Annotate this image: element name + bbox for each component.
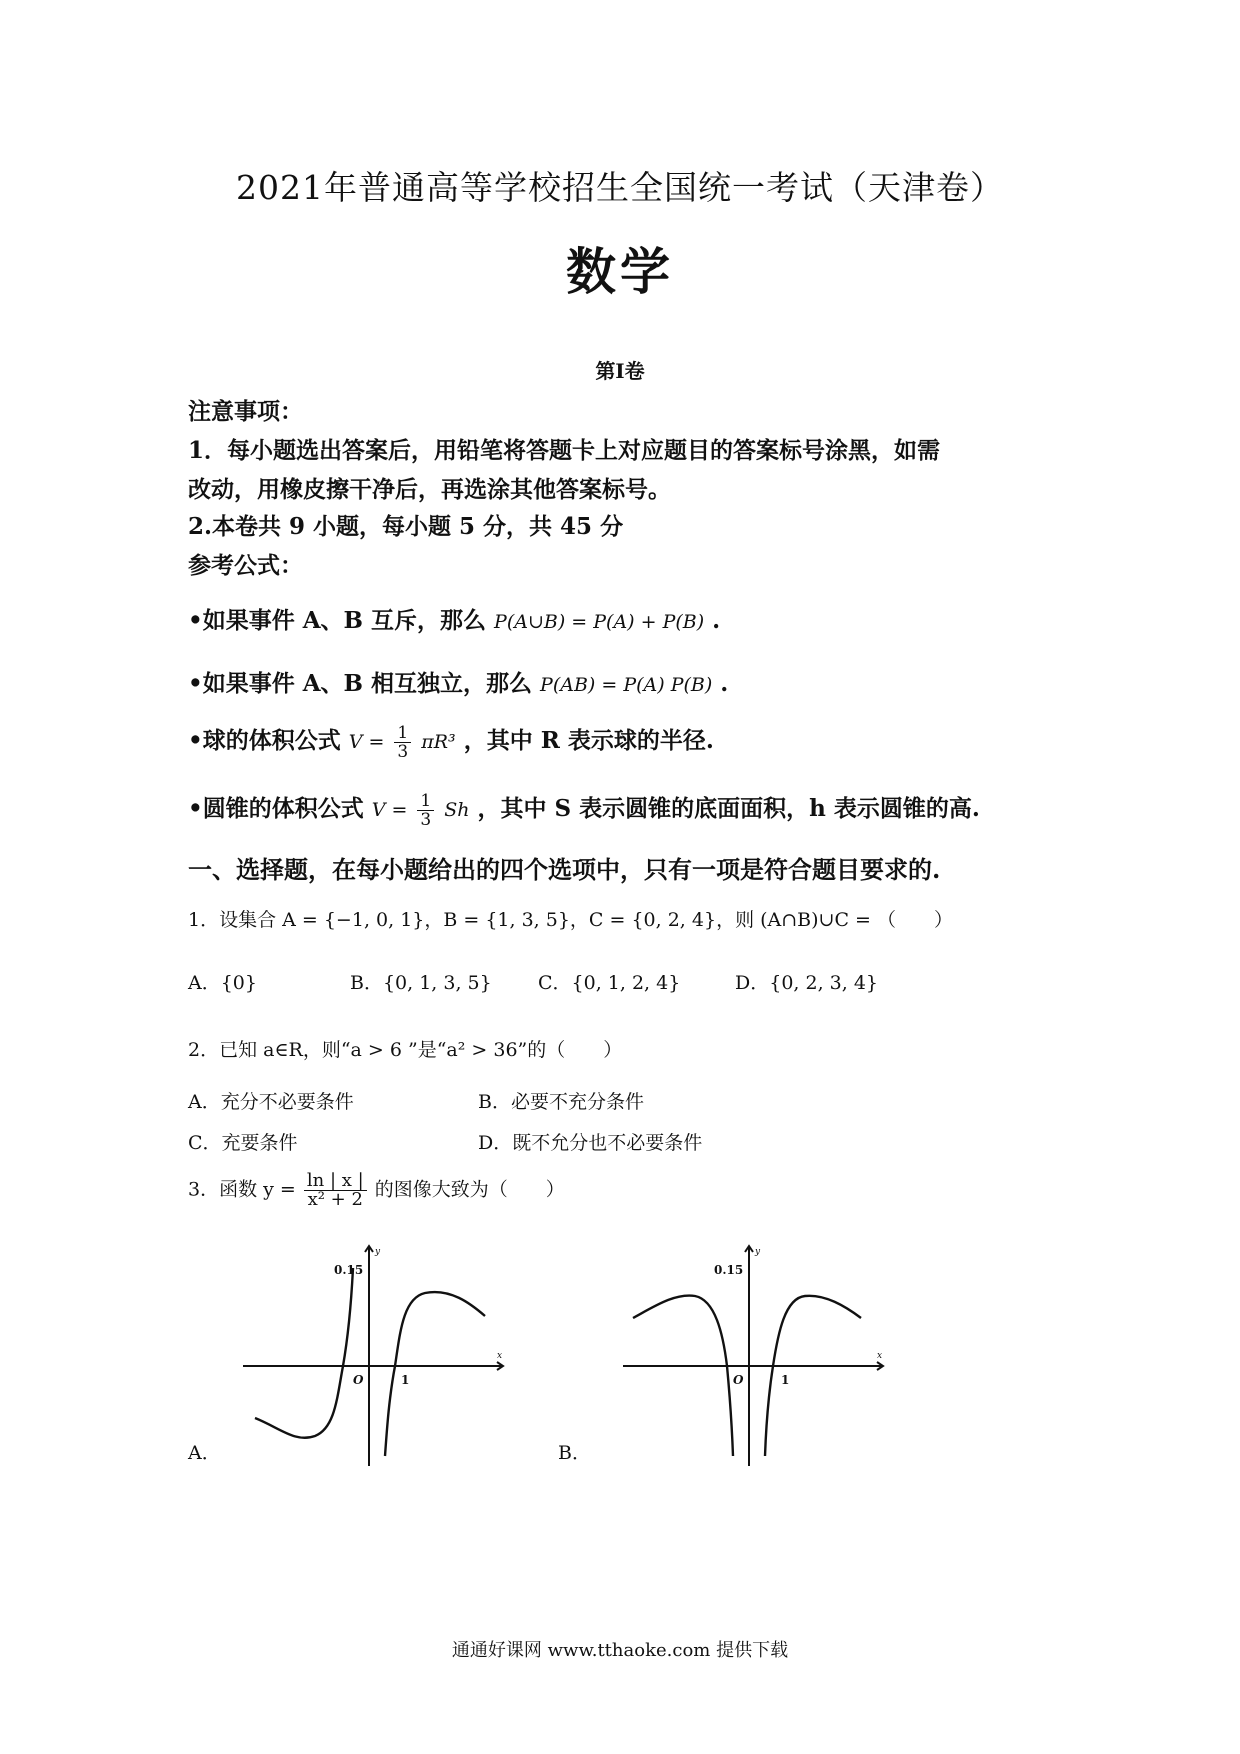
question-1-stem: 1．设集合 A = {−1, 0, 1}，B = {1, 3, 5}，C = {0, 2, 4}，则 (A∩B)∪C = （ ）: [188, 909, 953, 931]
x-axis-label: x: [497, 1351, 503, 1361]
q1-option-c: C．{0, 1, 2, 4}: [538, 972, 681, 994]
fraction-numerator: 1: [417, 792, 434, 811]
exam-title: 2021年普通高等学校招生全国统一考试（天津卷）: [236, 168, 1004, 207]
q3-graph-a: [235, 1238, 515, 1468]
q3-graph-b: [615, 1238, 895, 1468]
y-axis-label: y: [375, 1247, 381, 1257]
q1-option-d: D．{0, 2, 3, 4}: [735, 972, 879, 994]
notice-item1-line1: 1．每小题选出答案后，用铅笔将答题卡上对应题目的答案标号涂黑，如需: [188, 437, 941, 464]
origin-label: O: [733, 1373, 744, 1387]
q3-numerator: ln | x |: [304, 1172, 367, 1191]
formula-lhs: V =: [371, 799, 408, 821]
formula-rhs: πR³: [421, 731, 456, 753]
fraction: [394, 724, 411, 761]
q3-graph-a-label: A．: [188, 1442, 221, 1464]
formula-text: •球的体积公式: [188, 727, 341, 754]
notice-item1-line2: 改动，用橡皮擦干净后，再选涂其他答案标号。: [188, 476, 671, 503]
reference-formulas-heading: 参考公式：: [188, 552, 303, 579]
footer-download-note: 通通好课网 www.tthaoke.com 提供下载: [451, 1640, 789, 1661]
curve-right: [765, 1296, 861, 1456]
curve-left: [633, 1296, 733, 1456]
fraction-denominator: 3: [397, 741, 409, 762]
fraction-denominator: 3: [420, 809, 432, 830]
origin-label: O: [353, 1373, 364, 1387]
curve-left: [255, 1268, 353, 1438]
formula-sphere-volume: [188, 722, 714, 761]
formula-math: P(A∪B) = P(A) + P(B): [494, 611, 705, 633]
q3-graph-b-label: B．: [558, 1442, 591, 1464]
formula-suffix: .: [712, 607, 721, 634]
section1-heading: 一、选择题，在每小题给出的四个选项中，只有一项是符合题目要求的.: [188, 855, 941, 884]
formula-suffix: .: [720, 670, 729, 697]
formula-text: •如果事件 A、B 互斥，那么: [188, 607, 487, 634]
q3-fraction: [304, 1172, 367, 1209]
x-tick-label: 1: [781, 1373, 790, 1387]
q3-suffix: 的图像大致为（ ）: [374, 1178, 565, 1201]
formula-suffix: ，其中 R 表示球的半径.: [463, 727, 714, 754]
y-tick-label: 0.15: [334, 1263, 364, 1277]
formula-rhs: Sh: [444, 799, 470, 821]
q2-option-a: A．充分不必要条件: [188, 1091, 354, 1113]
formula-cone-volume: [188, 790, 980, 829]
formula-lhs: V =: [348, 731, 385, 753]
question-3-stem: [188, 1172, 565, 1209]
section-label: 第I卷: [595, 359, 645, 383]
question-2-stem: 2．已知 a∈R，则“a > 6 ”是“a² > 36”的（ ）: [188, 1039, 623, 1061]
q2-option-d: D．既不允分也不必要条件: [478, 1132, 703, 1154]
notice-heading: 注意事项：: [188, 398, 303, 425]
formula-independent: [188, 665, 728, 698]
formula-mutually-exclusive: [188, 602, 720, 635]
q2-option-c: C．充要条件: [188, 1132, 298, 1154]
fraction: [417, 792, 434, 829]
q2-option-b: B．必要不充分条件: [478, 1091, 644, 1113]
formula-suffix: ，其中 S 表示圆锥的底面面积，h 表示圆锥的高.: [477, 795, 980, 822]
q3-denominator: x² + 2: [307, 1189, 363, 1210]
q3-prefix: 3．函数 y =: [188, 1178, 296, 1201]
q1-option-b: B．{0, 1, 3, 5}: [350, 972, 492, 994]
formula-text: •如果事件 A、B 相互独立，那么: [188, 670, 533, 697]
fraction-numerator: 1: [394, 724, 411, 743]
x-axis-label: x: [877, 1351, 883, 1361]
y-tick-label: 0.15: [714, 1263, 744, 1277]
subject-heading: 数学: [566, 243, 674, 301]
y-axis-label: y: [755, 1247, 761, 1257]
formula-text: •圆锥的体积公式: [188, 795, 364, 822]
x-tick-label: 1: [401, 1373, 410, 1387]
q1-option-a: A．{0}: [188, 972, 257, 994]
curve-right: [385, 1292, 485, 1456]
formula-math: P(AB) = P(A) P(B): [540, 674, 713, 696]
notice-item2: 2.本卷共 9 小题，每小题 5 分，共 45 分: [188, 513, 624, 540]
